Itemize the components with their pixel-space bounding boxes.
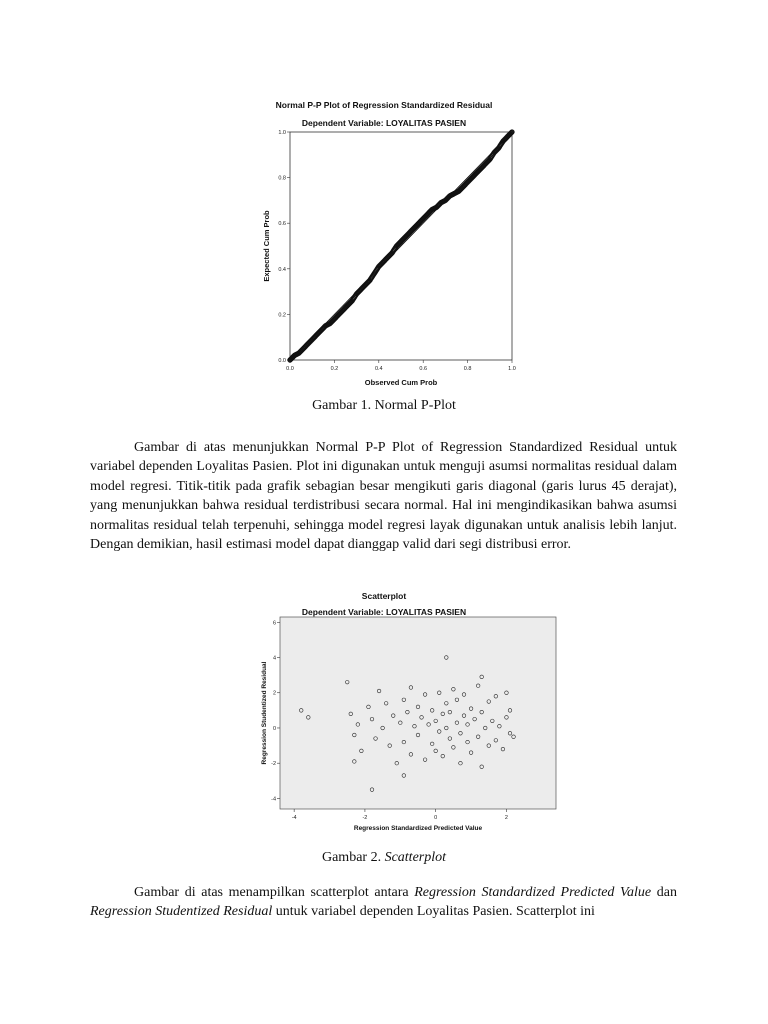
paragraph-2-text-1: Gambar di atas menampilkan scatterplot antara (134, 885, 415, 900)
paragraph-2-text-2: dan (651, 885, 677, 900)
y-tick-label: -4 (271, 796, 276, 803)
figure2-subtitle: Dependent Variable: LOYALITAS PASIEN (301, 607, 467, 617)
x-tick-label: 0.6 (419, 366, 428, 372)
y-tick-label: -2 (271, 761, 276, 768)
y-tick-label: 0.2 (278, 312, 286, 319)
x-tick-label: 0.0 (286, 366, 294, 372)
figure2-caption-italic: Scatterplot (384, 850, 447, 865)
paragraph-2-italic-2: Regression Studentized Residual (90, 904, 273, 920)
paragraph-2-italic-1: Regression Standardized Predicted Value (414, 885, 652, 900)
x-tick-label: 0.2 (330, 366, 339, 372)
pp-plot-chart (255, 126, 525, 392)
y-tick-label: 4 (272, 655, 276, 662)
y-axis-label: Regression Studentized Residual (261, 661, 268, 765)
plot-area (280, 617, 556, 809)
figure1-caption: Gambar 1. Normal P-Plot (312, 398, 456, 413)
paragraph-2-text-3: untuk variabel dependen Loyalitas Pasien. Scatterplot ini (272, 904, 595, 920)
x-tick-label: -4 (291, 815, 297, 821)
y-tick-label: 1.0 (278, 130, 286, 136)
figure2-title: Scatterplot (361, 591, 407, 601)
figure1-title: Normal P-P Plot of Regression Standardized Residual (275, 100, 493, 110)
y-tick-label: 6 (272, 620, 276, 627)
y-tick-label: 0.6 (278, 221, 286, 228)
paragraph-1: Gambar di atas menunjukkan Normal P-P Plot of Regression Standardized Residual untuk variabel dependen Loyalitas Pasien. Plot ini digunakan untuk menguji asumsi normalitas residual dalam model regresi. Titik-titik pada grafik sebagian besar mengikuti garis diagonal (garis lurus 45 derajat), yang menunjukkan bahwa residual terdistribusi secara normal. Hal ini mengindikasikan bahwa asumsi normalitas residual telah terpenuhi, sehingga model regresi layak digunakan untuk analisis lebih lanjut. Dengan demikian, hasil estimasi model dapat dianggap valid dari segi distribusi error. (90, 440, 677, 553)
y-tick-label: 2 (272, 690, 276, 697)
scatter-plot-chart (255, 614, 565, 836)
figure2-caption-prefix: Gambar 2. (321, 850, 385, 865)
x-tick-label: 2 (504, 815, 508, 821)
y-tick-label: 0.4 (278, 266, 286, 273)
y-tick-label: 0 (272, 725, 276, 732)
figure2-caption (0, 850, 768, 866)
x-tick-label: -2 (362, 815, 368, 821)
x-tick-label: 0 (434, 815, 438, 821)
y-tick-label: 0.0 (278, 358, 286, 364)
paragraph-2 (90, 883, 677, 922)
x-axis-label: Observed Cum Prob (364, 378, 438, 387)
x-tick-label: 0.4 (374, 366, 383, 372)
x-tick-label: 1.0 (508, 366, 516, 372)
figure1-subtitle: Dependent Variable: LOYALITAS PASIEN (301, 118, 467, 128)
y-axis-label: Expected Cum Prob (262, 210, 271, 282)
x-axis-label: Regression Standardized Predicted Value (353, 825, 483, 832)
y-tick-label: 0.8 (278, 175, 286, 182)
x-tick-label: 0.8 (463, 366, 472, 372)
